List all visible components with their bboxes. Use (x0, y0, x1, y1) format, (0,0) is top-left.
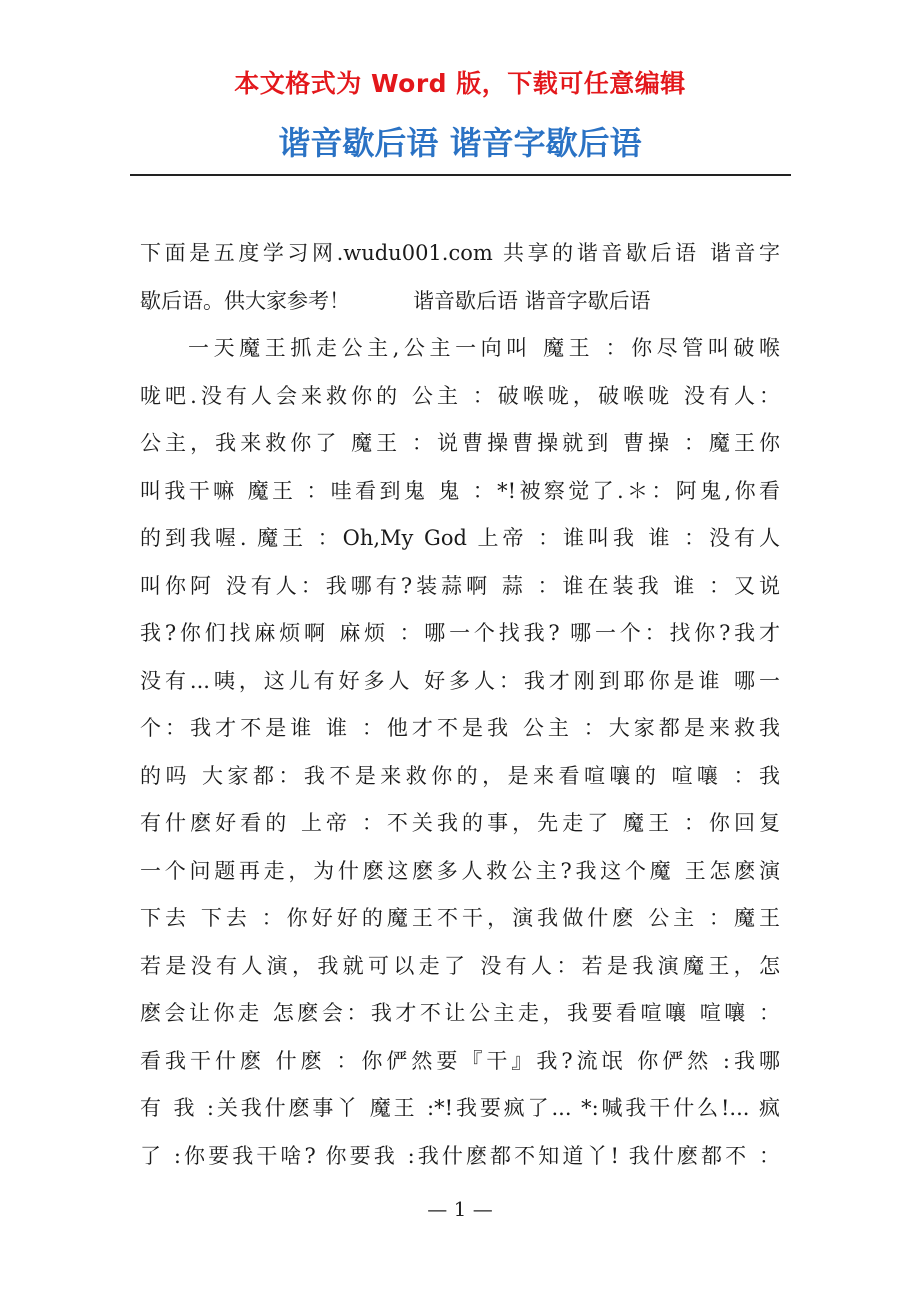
story-line: 没有...咦，这儿有好多人 好多人：我才刚到耶你是谁 哪一 (140, 668, 780, 693)
story-line: 若是没有人演，我就可以走了 没有人：若是我演魔王，怎 (140, 953, 780, 978)
story-line: 我?你们找麻烦啊 麻烦 ：哪一个找我? 哪一个：找你?我才 (140, 621, 780, 645)
story-line: 的到我喔. 魔王 ：Oh,My God 上帝 ：谁叫我 谁 ：没有人 (140, 526, 780, 550)
story-line: 叫我干嘛 魔王 ：哇看到鬼 鬼 ：*!被察觉了.＊：阿鬼,你看 (140, 478, 780, 503)
story-line: 看我干什麽 什麽 ：你俨然要『干』我?流氓 你俨然 :我哪 (140, 1048, 780, 1073)
story-line: 有什麽好看的 上帝 ：不关我的事，先走了 魔王 ：你回复 (140, 811, 780, 835)
story-line: 了 :你要我干啥? 你要我 :我什麽都不知道丫! 我什麽都不 ： (140, 1143, 780, 1168)
story-line: 叫你阿 没有人：我哪有?装蒜啊 蒜 ：谁在装我 谁 ：又说 (140, 573, 780, 598)
story-line: 下去 下去 ：你好好的魔王不干，演我做什麽 公主 ：魔王 (140, 906, 780, 930)
story-line: 的吗 大家都：我不是来救你的，是来看喧嚷的 喧嚷 ：我 (140, 763, 780, 788)
story-line: 咙吧.没有人会来救你的 公主 ：破喉咙，破喉咙 没有人： (140, 383, 780, 408)
page-title: 谐音歇后语 谐音字歇后语 (278, 124, 642, 162)
story-line: 一个问题再走，为什麽这麽多人救公主?我这个魔 王怎麽演 (140, 858, 780, 883)
word-format-banner: 本文格式为 Word 版，下载可任意编辑 (234, 69, 686, 98)
story-line: 麽会让你走 怎麽会：我才不让公主走，我要看喧嚷 喧嚷 ： (140, 1001, 780, 1025)
story-line: 一天魔王抓走公主,公主一向叫 魔王 ：你尽管叫破喉 (188, 336, 780, 360)
document-body (140, 230, 780, 1180)
intro-line: 歇后语。供大家参考！ 谐音歇后语 谐音字歇后语 (140, 288, 651, 313)
story-line: 有 我 :关我什麽事丫 魔王 :*!我要疯了... *:喊我干什么!... 疯 (140, 1096, 780, 1120)
story-line: 个：我才不是谁 谁 ：他才不是我 公主 ：大家都是来救我 (140, 716, 780, 740)
intro-line: 下面是五度学习网.wudu001.com 共享的谐音歇后语 谐音字 (140, 241, 780, 265)
story-line: 公主，我来救你了 魔王 ：说曹操曹操就到 曹操 ：魔王你 (140, 431, 780, 455)
title-divider (130, 174, 791, 176)
page-number: — 1 — (427, 1197, 493, 1221)
